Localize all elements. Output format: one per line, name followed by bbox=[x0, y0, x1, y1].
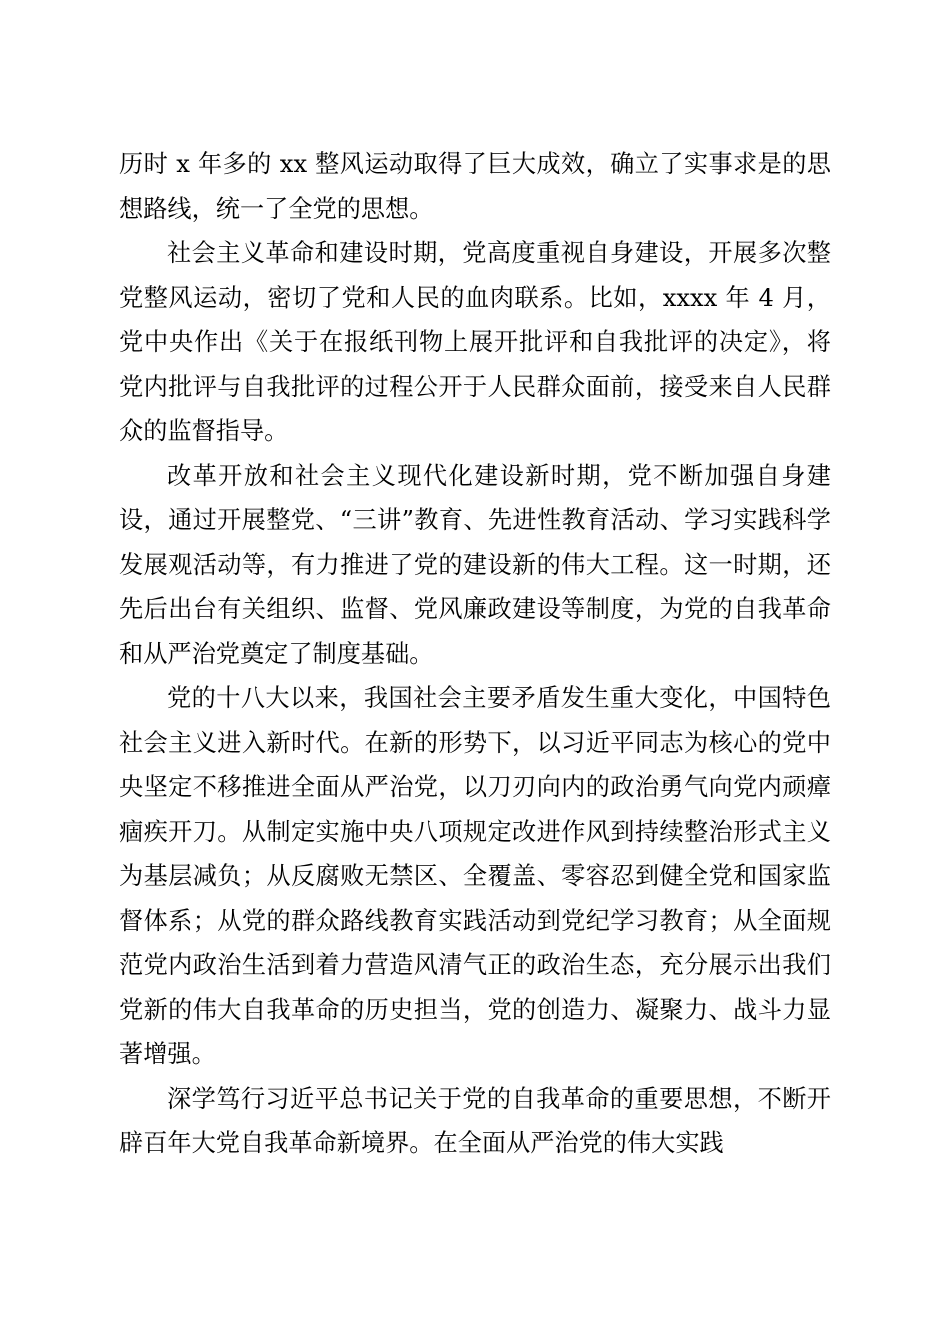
paragraph-socialist-revolution: 社会主义革命和建设时期，党高度重视自身建设，开展多次整党整风运动，密切了党和人民的血肉联系。比如，xxxx 年 4 月，党中央作出《关于在报纸刊物上展开批评和自我批评的决定》，将党内批评与自我批评的过程公开于人民群众面前，接受来自人民群众的监督指导。 bbox=[119, 239, 831, 445]
document-body bbox=[119, 142, 831, 1166]
paragraph-continuation: 历时 x 年多的 xx 整风运动取得了巨大成效，确立了实事求是的思想路线，统一了全党的思想。 bbox=[119, 150, 831, 223]
paragraph-self-revolution: 深学笃行习近平总书记关于党的自我革命的重要思想，不断开辟百年大党自我革命新境界。在全面从严治党的伟大实践 bbox=[119, 1084, 831, 1157]
paragraph-reform-opening: 改革开放和社会主义现代化建设新时期，党不断加强自身建设，通过开展整党、“三讲”教育、先进性教育活动、学习实践科学发展观活动等，有力推进了党的建设新的伟大工程。这一时期，还先后出台有关组织、监督、党风廉政建设等制度，为党的自我革命和从严治党奠定了制度基础。 bbox=[119, 461, 831, 668]
paragraph-eighteenth-congress: 党的十八大以来，我国社会主要矛盾发生重大变化，中国特色社会主义进入新时代。在新的形势下，以习近平同志为核心的党中央坚定不移推进全面从严治党，以刀刃向内的政治勇气向党内顽瘴痼疾开刀。从制定实施中央八项规定改进作风到持续整治形式主义为基层减负；从反腐败无禁区、全覆盖、零容忍到健全党和国家监督体系；从党的群众路线教育实践活动到党纪学习教育；从全面规范党内政治生活到着力营造风清气正的政治生态，充分展示出我们党新的伟大自我革命的历史担当，党的创造力、凝聚力、战斗力显著增强。 bbox=[119, 684, 831, 1068]
